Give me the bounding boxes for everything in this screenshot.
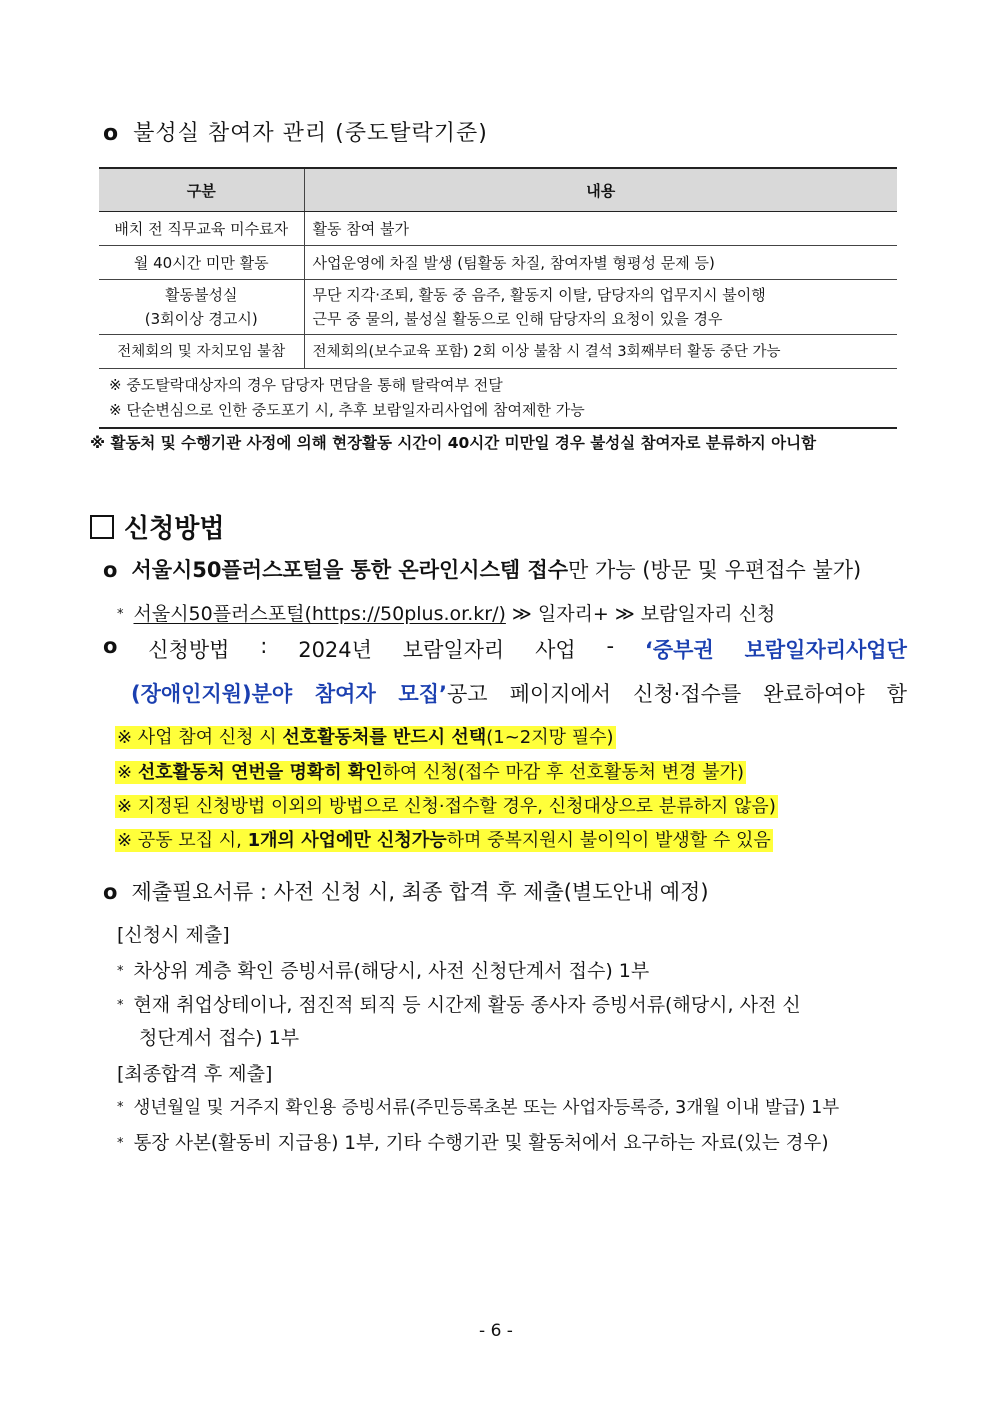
table-row: 월 40시간 미만 활동 사업운영에 차질 발생 (팀활동 차질, 참여자별 형평성 문제 등) (99, 246, 897, 280)
checkbox-square-icon (90, 515, 114, 539)
sub-heading: [신청시 제출] (117, 924, 230, 946)
highlight-note: ※ 사업 참여 신청 시 선호활동처를 반드시 선택(1~2지망 필수) (117, 727, 614, 748)
dropout-criteria-table (99, 167, 897, 429)
activity-hours-note: ※ 활동처 및 수행기관 사정에 의해 현장활동 시간이 40시간 미만일 경우 불성실 참여자로 분류하지 아니함 (90, 434, 817, 452)
table-row: 활동불성실 (3회이상 경고시) 무단 지각·조퇴, 활동 중 음주, 활동지 이탈, 담당자의 업무지시 불이행 근무 중 물의, 불성실 활동으로 인해 담당자의 요청이 있을 경우 (99, 280, 897, 335)
sub-heading: [최종합격 후 제출] (117, 1063, 273, 1085)
header-category: 구분 (99, 168, 304, 212)
highlight-note: ※ 공동 모집 시, 1개의 사업에만 신청가능하며 중복지원시 불이익이 발생할 수 있음 (117, 830, 771, 851)
header-content: 내용 (304, 168, 897, 212)
required-documents-item: o 제출필요서류 : 사전 신청 시, 최종 합격 후 제출(별도안내 예정) (103, 880, 709, 904)
highlight-note: ※ 선호활동처 연번을 명확히 확인하여 신청(접수 마감 후 선호활동처 변경 불가) (117, 762, 745, 783)
online-application-item: o 서울시50플러스포털을 통한 온라인시스템 접수만 가능 (방문 및 우편접수 불가) (103, 558, 862, 582)
list-item: * 차상위 계층 확인 증빙서류(해당시, 사전 신청단계서 접수) 1부 (117, 960, 650, 982)
list-item-continuation: 청단계서 접수) 1부 (139, 1027, 300, 1049)
application-method-line2: (장애인지원)분야 참여자 모집’공고 페이지에서 신청·접수를 완료하여야 함 (131, 682, 907, 706)
list-item: * 통장 사본(활동비 지급용) 1부, 기타 수행기관 및 활동처에서 요구하는 자료(있는 경우) (117, 1133, 829, 1154)
table-notes-row (99, 369, 897, 429)
table-row: 배치 전 직무교육 미수료자 활동 참여 불가 (99, 212, 897, 246)
list-item: * 생년월일 및 거주지 확인용 증빙서류(주민등록초본 또는 사업자등록증, 3개월 이내 발급) 1부 (117, 1098, 840, 1118)
portal-link-line: * 서울시50플러스포털(https://50plus.or.kr/) ≫ 일자리+ ≫ 보람일자리 신청 (117, 603, 776, 625)
application-method-item: o 신청방법 : 2024년 보람일자리 사업 - ‘중부권 보람일자리사업단 (103, 634, 907, 662)
page-number: - 6 - (479, 1321, 513, 1341)
portal-link[interactable]: 서울시50플러스포털(https://50plus.or.kr/) (133, 603, 506, 625)
section2-heading: 신청방법 (90, 508, 224, 545)
table-note: ※ 단순변심으로 인한 중도포기 시, 추후 보람일자리사업에 참여제한 가능 (109, 401, 585, 419)
list-item: * 현재 취업상테이나, 점진적 퇴직 등 시간제 활동 종사자 증빙서류(해당시, 사전 신 (117, 994, 801, 1016)
circle-marker: o (103, 121, 120, 146)
table-row: 전체회의 및 자치모임 불참 전체회의(보수교육 포함) 2회 이상 불참 시 결석 3회째부터 활동 중단 가능 (99, 335, 897, 369)
table-note: ※ 중도탈락대상자의 경우 담당자 면담을 통해 탈락여부 전달 (109, 376, 503, 394)
section1-title: o 불성실 참여자 관리 (중도탈락기준) (103, 121, 488, 146)
highlight-note: ※ 지정된 신청방법 이외의 방법으로 신청·접수할 경우, 신청대상으로 분류하지 않음) (117, 796, 776, 817)
table-header-row (99, 168, 897, 212)
